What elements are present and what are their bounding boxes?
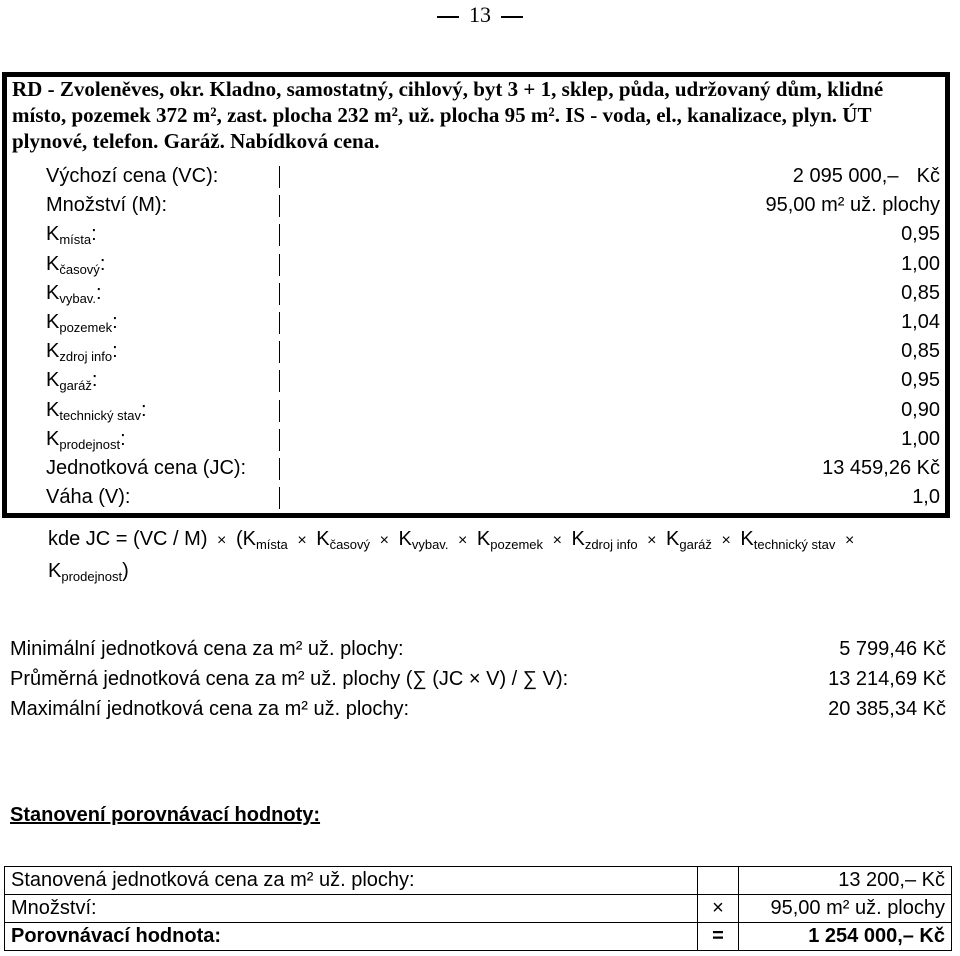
divider bbox=[279, 283, 280, 305]
divider bbox=[279, 224, 280, 246]
row-value: 0,85 bbox=[901, 340, 940, 363]
divider bbox=[279, 400, 280, 422]
final-label: Množství: bbox=[5, 895, 698, 923]
row-label: Váha (V): bbox=[46, 486, 131, 509]
formula: kde JC = $(VC / M) \times (K_{místa} \times K_{časový} \times K_{vybav.} \times K_{pozemek} \times K_{zdroj info} \times K_{garáž} \times K_{technický stav}$ × $K_{prodejnost}$) bbox=[48, 528, 855, 584]
row-value: 0,95 bbox=[901, 223, 940, 246]
row-k-technicky-stav bbox=[12, 396, 942, 425]
row-unit-price bbox=[12, 454, 942, 483]
summary-value: 13 214,69 Kč bbox=[828, 668, 946, 690]
final-value: 13 200,– Kč bbox=[739, 867, 952, 895]
row-k-prodejnost bbox=[12, 425, 942, 454]
divider bbox=[279, 370, 280, 392]
divider bbox=[279, 312, 280, 334]
row-base-price bbox=[12, 162, 942, 191]
final-op: × bbox=[698, 895, 739, 923]
final-value: 1 254 000,– Kč bbox=[739, 923, 952, 951]
row-value: 1,00 bbox=[901, 252, 940, 275]
row-label: Výchozí cena (VC): bbox=[46, 165, 219, 187]
row-label: $K_{technický stav}$: bbox=[46, 398, 147, 423]
row-quantity bbox=[12, 191, 942, 220]
row-label: $K_{zdroj info}$: bbox=[46, 340, 118, 365]
row-label: $K_{místa}$: bbox=[46, 223, 97, 248]
row-k-garaz bbox=[12, 366, 942, 395]
row-label: Jednotková cena (JC): bbox=[46, 456, 247, 479]
final-table bbox=[4, 866, 952, 951]
divider bbox=[279, 341, 280, 363]
row-value: 1,04 bbox=[901, 310, 940, 333]
row-label: $K_{prodejnost}$: bbox=[46, 427, 126, 452]
row-value: 13 459,26 Kč bbox=[822, 456, 940, 479]
table-row bbox=[5, 867, 952, 895]
row-label: $K_{garáž}$: bbox=[46, 369, 98, 394]
property-rows bbox=[12, 162, 942, 512]
row-label: $K_{časový}$: bbox=[46, 252, 106, 277]
final-value: 95,00 m² už. plochy bbox=[739, 895, 952, 923]
row-label: $K_{vybav.}$: bbox=[46, 281, 102, 306]
row-label: $K_{pozemek}$: bbox=[46, 310, 118, 335]
divider bbox=[279, 429, 280, 451]
row-value: 2 095 000,– Kč bbox=[792, 165, 940, 187]
row-k-mista bbox=[12, 220, 942, 249]
property-description: RD - Zvoleněves, okr. Kladno, samostatný, cihlový, byt 3 + 1, sklep, půda, udržovaný dům, klidné místo, pozemek 372 m², zast. plocha 232 m², už. plocha 95 m². IS - voda, el., kanalizace, plyn. ÚT plynové, telefon. Garáž. Nabídková cena. bbox=[12, 77, 884, 153]
row-value: 0,95 bbox=[901, 369, 940, 392]
row-k-zdroj-info bbox=[12, 337, 942, 366]
row-value: 0,90 bbox=[901, 398, 940, 421]
divider bbox=[279, 195, 280, 217]
row-k-casovy bbox=[12, 250, 942, 279]
summary-value: 5 799,46 Kč bbox=[839, 638, 946, 660]
final-op: = bbox=[698, 923, 739, 951]
summary-label: Průměrná jednotková cena za m² už. plochy (∑ (JC × V) / ∑ V): bbox=[10, 668, 569, 690]
row-label: Množství (M): bbox=[46, 194, 168, 217]
row-value: 95,00 m² už. plochy bbox=[765, 194, 940, 217]
dash-right bbox=[501, 16, 523, 18]
final-label: Porovnávací hodnota: bbox=[5, 923, 698, 951]
row-k-pozemek bbox=[12, 308, 942, 337]
row-value: 0,85 bbox=[901, 281, 940, 304]
row-value: 1,0 bbox=[912, 486, 940, 509]
row-k-vybav bbox=[12, 279, 942, 308]
divider bbox=[279, 166, 280, 188]
dash-left bbox=[437, 16, 459, 18]
final-op bbox=[698, 867, 739, 895]
summary-value: 20 385,34 Kč bbox=[828, 698, 946, 720]
table-row bbox=[5, 923, 952, 951]
row-weight bbox=[12, 483, 942, 512]
page-number: 13 bbox=[0, 2, 960, 28]
final-label: Stanovená jednotková cena za m² už. plochy: bbox=[5, 867, 698, 895]
section-heading: Stanovení porovnávací hodnoty: bbox=[10, 804, 321, 826]
divider bbox=[279, 254, 280, 276]
table-row bbox=[5, 895, 952, 923]
summary-label: Maximální jednotková cena za m² už. plochy: bbox=[10, 698, 410, 720]
divider bbox=[279, 487, 280, 509]
divider bbox=[279, 458, 280, 480]
row-value: 1,00 bbox=[901, 427, 940, 450]
summary-label: Minimální jednotková cena za m² už. plochy: bbox=[10, 638, 404, 660]
